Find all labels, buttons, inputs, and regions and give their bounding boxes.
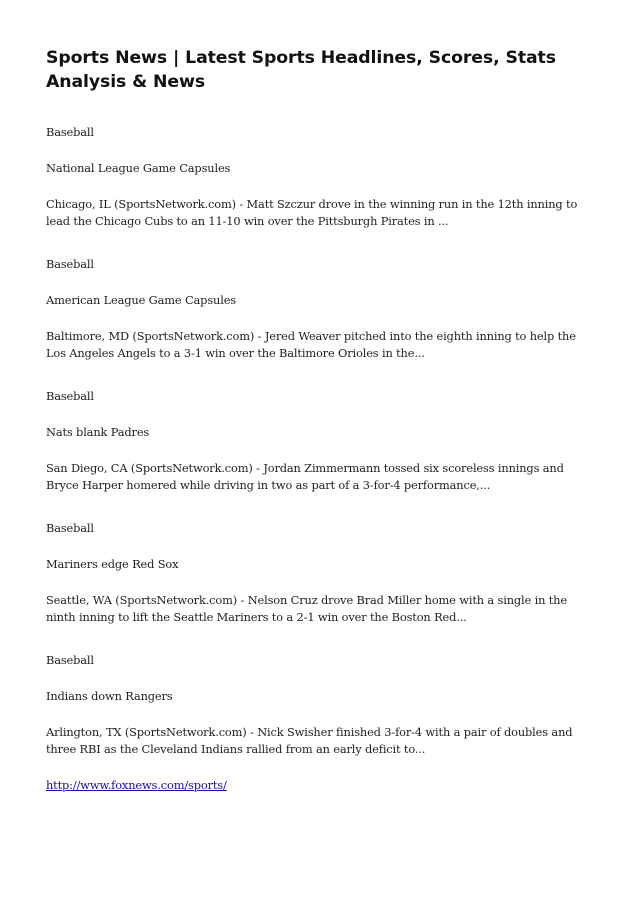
article-item xyxy=(46,520,594,626)
article-item xyxy=(46,652,594,758)
article-category: Baseball xyxy=(46,521,94,535)
article-summary: Arlington, TX (SportsNetwork.com) - Nick Swisher finished 3-for-4 with a pair of doubles and three RBI as the Cleveland Indians rallied from an early deficit to... xyxy=(46,725,573,756)
article-headline: Nats blank Padres xyxy=(46,425,150,439)
article-category: Baseball xyxy=(46,653,94,667)
document-page xyxy=(46,46,594,794)
article-summary: Seattle, WA (SportsNetwork.com) - Nelson Cruz drove Brad Miller home with a single in the ninth inning to lift the Seattle Mariners to a 2-1 win over the Boston Red... xyxy=(46,593,567,624)
article-summary: Chicago, IL (SportsNetwork.com) - Matt Szczur drove in the winning run in the 12th inning to lead the Chicago Cubs to an 11-10 win over the Pittsburgh Pirates in ... xyxy=(46,197,578,228)
page-title: Sports News | Latest Sports Headlines, Scores, Stats Analysis & News xyxy=(46,48,556,92)
article-summary: Baltimore, MD (SportsNetwork.com) - Jered Weaver pitched into the eighth inning to help the Los Angeles Angels to a 3-1 win over the Baltimore Orioles in the... xyxy=(46,329,576,360)
article-category: Baseball xyxy=(46,257,94,271)
article-category: Baseball xyxy=(46,125,94,139)
article-item xyxy=(46,256,594,362)
article-headline: American League Game Capsules xyxy=(46,293,236,307)
article-item xyxy=(46,124,594,230)
article-headline: Mariners edge Red Sox xyxy=(46,557,179,571)
article-headline: Indians down Rangers xyxy=(46,689,173,703)
article-summary: San Diego, CA (SportsNetwork.com) - Jordan Zimmermann tossed six scoreless innings and Bryce Harper homered while driving in two as part of a 3-for-4 performance,... xyxy=(46,461,564,492)
article-item xyxy=(46,388,594,494)
source-link[interactable]: http://www.foxnews.com/sports/ xyxy=(46,778,227,792)
article-headline: National League Game Capsules xyxy=(46,161,231,175)
article-category: Baseball xyxy=(46,389,94,403)
